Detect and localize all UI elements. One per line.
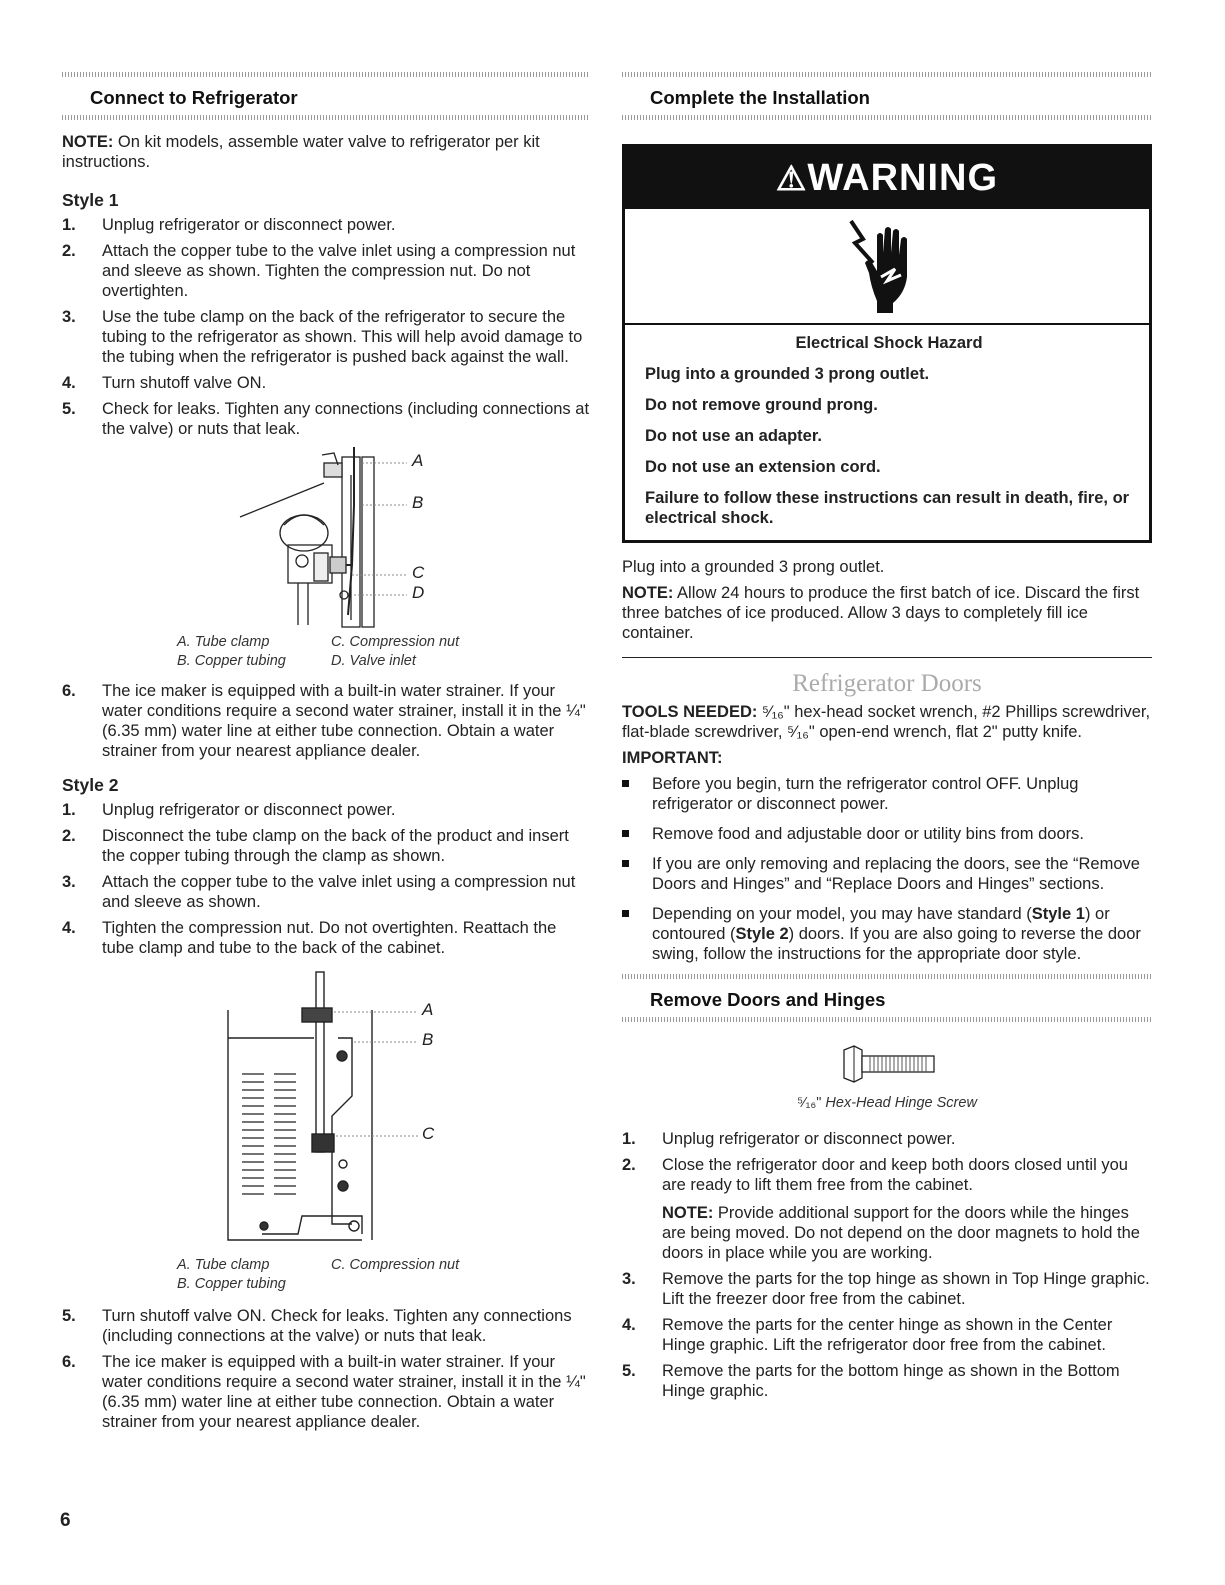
fig-label-a: A bbox=[422, 1000, 434, 1019]
section-title: Complete the Installation bbox=[650, 87, 870, 108]
caption: B. Copper tubing bbox=[177, 653, 286, 669]
caption: B. Copper tubing bbox=[177, 1276, 286, 1292]
step-text: Remove the parts for the center hinge as shown in the Center Hinge graphic. Lift the refrigerator door free from the cabinet. bbox=[662, 1316, 1113, 1354]
step-number: 4. bbox=[62, 919, 76, 937]
list-item bbox=[62, 215, 590, 235]
step-number: 1. bbox=[622, 1130, 636, 1148]
section-header-hinges bbox=[622, 974, 1152, 1022]
step-text: The ice maker is equipped with a built-in water strainer. If your water conditions require a second water strainer, install it in the ¼" (6.35 mm) water line at either tube connection. Obtain a water strainer from your nearest appliance dealer. bbox=[102, 1353, 586, 1431]
hazard-title: Electrical Shock Hazard bbox=[795, 334, 983, 352]
step-text: The ice maker is equipped with a built-in water strainer. If your water conditions require a second water strainer, install it in the ¼" (6.35 mm) water line at either tube connection. Obtain a water strainer from your nearest appliance dealer. bbox=[102, 682, 586, 760]
hatch-divider bbox=[622, 1017, 1152, 1022]
step-number: 3. bbox=[62, 873, 76, 891]
fig-label-b: B bbox=[422, 1030, 434, 1049]
important-label: IMPORTANT: bbox=[622, 749, 723, 767]
warning-header bbox=[625, 147, 1149, 209]
kit-note bbox=[62, 132, 590, 172]
warning-triangle-icon: ⚠ bbox=[775, 160, 808, 198]
section-header-complete bbox=[622, 72, 1152, 120]
list-item bbox=[62, 918, 590, 958]
style2-captions bbox=[177, 1256, 590, 1294]
screw-caption-text: Hex-Head Hinge Screw bbox=[821, 1095, 977, 1111]
step-text: Remove the parts for the top hinge as shown in Top Hinge graphic. Lift the freezer door free from the cabinet. bbox=[662, 1270, 1150, 1308]
caption: C. Compression nut bbox=[331, 634, 460, 650]
hinge-steps bbox=[622, 1129, 1152, 1401]
note-label: NOTE: bbox=[62, 133, 114, 151]
page-number: 6 bbox=[60, 1510, 71, 1531]
style1-steps bbox=[62, 215, 590, 439]
section-header-connect bbox=[62, 72, 590, 120]
list-item bbox=[62, 800, 590, 820]
step-number: 6. bbox=[62, 1353, 76, 1371]
step-number: 1. bbox=[62, 216, 76, 234]
list-item bbox=[622, 1315, 1152, 1355]
step-text: Turn shutoff valve ON. Check for leaks. Tighten any connections (including connections at the valve) or nuts that leak. bbox=[102, 1307, 572, 1345]
step-number: 2. bbox=[62, 242, 76, 260]
step-number: 4. bbox=[622, 1316, 636, 1334]
list-item bbox=[62, 373, 590, 393]
caption: A. Tube clamp bbox=[177, 634, 270, 650]
style1-heading: Style 1 bbox=[62, 190, 119, 210]
section-title: Connect to Refrigerator bbox=[90, 87, 298, 108]
warning-line: Do not remove ground prong. bbox=[645, 396, 878, 414]
fig-label-c: C bbox=[412, 563, 425, 582]
valve-illustration bbox=[62, 445, 590, 633]
step-number: 5. bbox=[622, 1362, 636, 1380]
step-text: Unplug refrigerator or disconnect power. bbox=[662, 1130, 956, 1148]
style2-heading: Style 2 bbox=[62, 775, 119, 795]
bullet-text: Depending on your model, you may have standard ( bbox=[652, 905, 1032, 923]
list-item bbox=[622, 904, 1152, 964]
list-item bbox=[62, 1352, 590, 1432]
step-number: 1. bbox=[62, 801, 76, 819]
style2-steps bbox=[62, 800, 590, 958]
right-column bbox=[622, 72, 1152, 1407]
step-number: 4. bbox=[62, 374, 76, 392]
note-text: Provide additional support for the doors while the hinges are being moved. Do not depend on the door magnets to hold the doors in place while you are working. bbox=[662, 1204, 1140, 1262]
fig-label-a: A bbox=[412, 451, 424, 470]
screw-size: ⁵⁄₁₆" bbox=[797, 1095, 822, 1111]
step-number: 3. bbox=[62, 308, 76, 326]
warning-box bbox=[622, 144, 1152, 543]
style2-cabinet-diagram bbox=[62, 964, 590, 1256]
warning-line: Do not use an adapter. bbox=[645, 427, 822, 445]
cabinet-illustration bbox=[62, 964, 590, 1256]
step-number: 3. bbox=[622, 1270, 636, 1288]
warning-text bbox=[625, 325, 1149, 540]
bullet-text: ) or contoured ( bbox=[652, 905, 1110, 943]
list-item: If you are only removing and replacing the doors, see the “Remove Doors and Hinges” and “Replace Doors and Hinges” sections. bbox=[622, 854, 1152, 894]
list-item bbox=[62, 826, 590, 866]
step-text: Turn shutoff valve ON. bbox=[102, 374, 267, 392]
ice-note bbox=[622, 583, 1152, 643]
warning-title: WARNING bbox=[807, 157, 999, 199]
step-number: 2. bbox=[62, 827, 76, 845]
fig-label-c: C bbox=[422, 1124, 435, 1143]
list-item: Remove food and adjustable door or utility bins from doors. bbox=[622, 824, 1152, 844]
tools-text: ⁵⁄₁₆" hex-head socket wrench, #2 Phillips screwdriver, flat-blade screwdriver, ⁵⁄₁₆" open-end wrench, flat 2" putty knife. bbox=[622, 703, 1151, 741]
step-number: 5. bbox=[62, 1307, 76, 1325]
bullet-text: ) doors. If you are also going to reverse the door swing, follow the instructions for the appropriate door style. bbox=[652, 925, 1141, 963]
note-label: NOTE: bbox=[662, 1204, 714, 1222]
step-text: Close the refrigerator door and keep both doors closed until you are ready to lift them free from the cabinet. bbox=[662, 1156, 1128, 1194]
hinge-screw-figure bbox=[622, 1036, 1152, 1094]
step2-note bbox=[662, 1203, 1152, 1263]
list-item: Before you begin, turn the refrigerator control OFF. Unplug refrigerator or disconnect power. bbox=[622, 774, 1152, 814]
list-item bbox=[622, 1361, 1152, 1401]
step-number: 5. bbox=[62, 400, 76, 418]
section-title: Remove Doors and Hinges bbox=[650, 989, 886, 1010]
list-item bbox=[62, 681, 590, 761]
left-column bbox=[62, 72, 590, 1438]
list-item bbox=[62, 307, 590, 367]
list-item bbox=[622, 1129, 1152, 1149]
tools-label: TOOLS NEEDED: bbox=[622, 703, 758, 721]
step-number: 2. bbox=[622, 1156, 636, 1174]
list-item bbox=[622, 1269, 1152, 1309]
warning-line: Plug into a grounded 3 prong outlet. bbox=[645, 365, 930, 383]
hatch-divider bbox=[62, 115, 590, 120]
step-text: Use the tube clamp on the back of the refrigerator to secure the tubing to the refrigerator as shown. This will help avoid damage to the tubing when the refrigerator is pushed back against the wall. bbox=[102, 308, 583, 366]
list-item bbox=[62, 1306, 590, 1346]
step-text: Attach the copper tube to the valve inlet using a compression nut and sleeve as shown. bbox=[102, 873, 576, 911]
section-rule bbox=[622, 657, 1152, 658]
shock-hazard-icon-area bbox=[625, 209, 1149, 325]
step-text: Attach the copper tube to the valve inlet using a compression nut and sleeve as shown. Tighten the compression nut. Do not overtighten. bbox=[102, 242, 576, 300]
fig-label-d: D bbox=[412, 583, 425, 602]
important-bullets bbox=[622, 774, 1152, 964]
caption: C. Compression nut bbox=[331, 1257, 460, 1273]
bullet-emph: Style 1 bbox=[1031, 905, 1085, 923]
list-item bbox=[62, 241, 590, 301]
caption: D. Valve inlet bbox=[331, 653, 416, 669]
tools-needed bbox=[622, 702, 1152, 742]
refrigerator-doors-heading: Refrigerator Doors bbox=[792, 670, 982, 697]
hex-head-screw-icon bbox=[840, 1044, 940, 1084]
warning-line: Failure to follow these instructions can result in death, fire, or electrical shock. bbox=[645, 489, 1130, 527]
list-item bbox=[62, 872, 590, 912]
screw-caption bbox=[622, 1094, 1152, 1113]
note-text: Allow 24 hours to produce the first batch of ice. Discard the first three batches of ice produced. Allow 3 days to completely fill ice container. bbox=[622, 584, 1140, 642]
step-text: Remove the parts for the bottom hinge as shown in the Bottom Hinge graphic. bbox=[662, 1362, 1120, 1400]
step-text: Unplug refrigerator or disconnect power. bbox=[102, 216, 396, 234]
style1-valve-diagram bbox=[62, 445, 590, 633]
note-text: On kit models, assemble water valve to refrigerator per kit instructions. bbox=[62, 133, 540, 171]
step-number: 6. bbox=[62, 682, 76, 700]
warning-line: Do not use an extension cord. bbox=[645, 458, 881, 476]
caption: A. Tube clamp bbox=[177, 1257, 270, 1273]
note-label: NOTE: bbox=[622, 584, 674, 602]
list-item bbox=[62, 399, 590, 439]
step-text: Unplug refrigerator or disconnect power. bbox=[102, 801, 396, 819]
bullet-emph: Style 2 bbox=[735, 925, 789, 943]
style1-step6 bbox=[62, 681, 590, 761]
fig-label-b: B bbox=[412, 493, 424, 512]
step-text: Disconnect the tube clamp on the back of the product and insert the copper tubing through the clamp as shown. bbox=[102, 827, 569, 865]
list-item bbox=[622, 1155, 1152, 1263]
electric-shock-hand-icon bbox=[847, 217, 927, 317]
step-text: Check for leaks. Tighten any connections (including connections at the valve) or nuts that leak. bbox=[102, 400, 590, 438]
plug-text: Plug into a grounded 3 prong outlet. bbox=[622, 558, 885, 576]
step-text: Tighten the compression nut. Do not overtighten. Reattach the tube clamp and tube to the back of the cabinet. bbox=[102, 919, 557, 957]
style1-captions bbox=[177, 633, 590, 671]
hatch-divider bbox=[622, 115, 1152, 120]
style2-steps-after bbox=[62, 1306, 590, 1432]
